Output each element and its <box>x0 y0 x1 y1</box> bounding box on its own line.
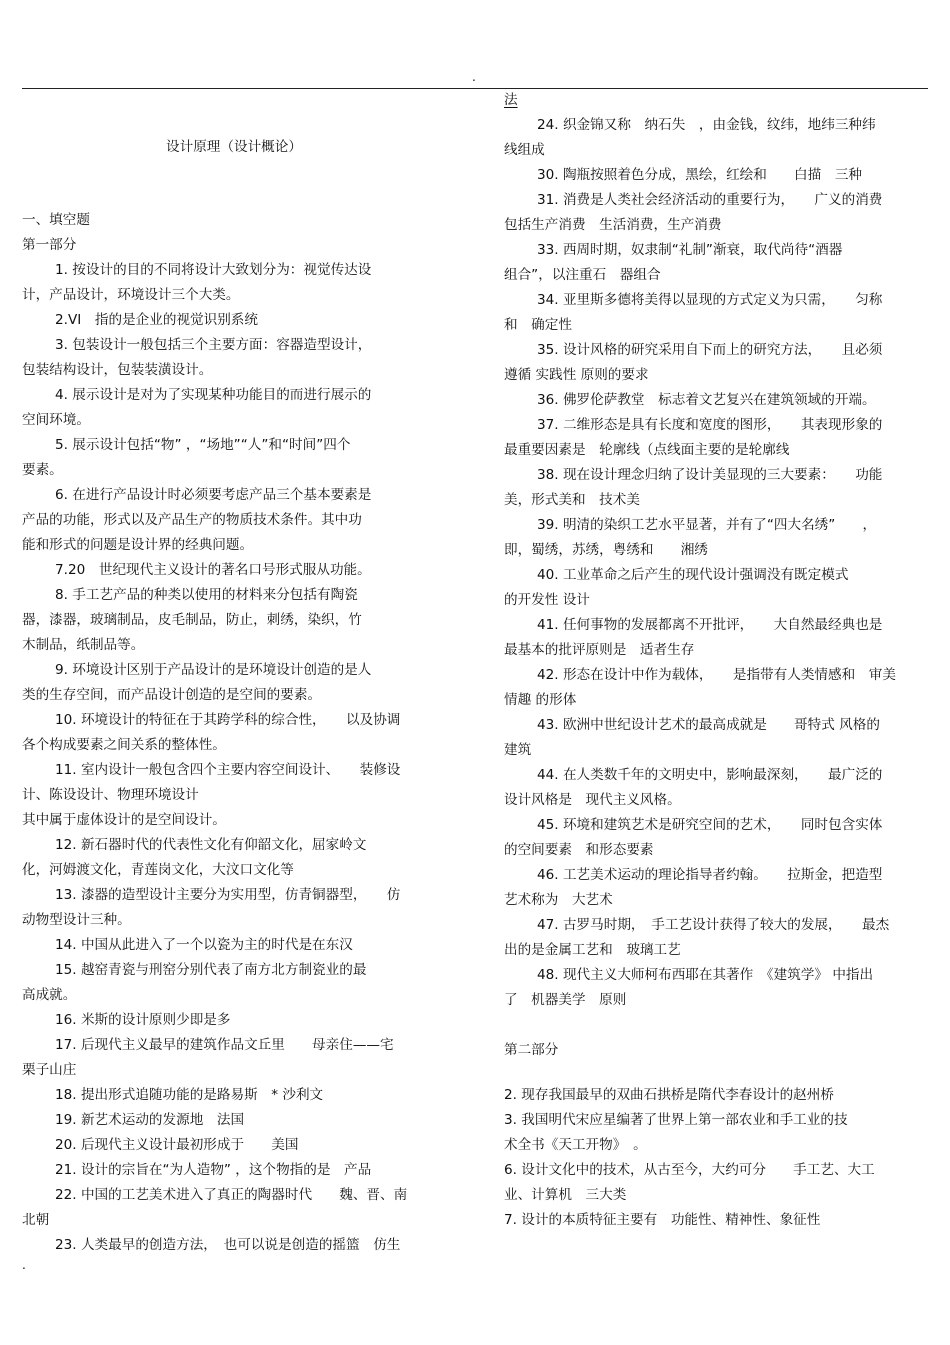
question-line: 18. 提出形式追随功能的是路易斯 * 沙利文 <box>55 1087 324 1103</box>
list-item <box>504 163 924 188</box>
list-item <box>22 708 446 758</box>
header-dot: . <box>472 70 476 84</box>
question-continuation: 高成就。 <box>22 987 77 1003</box>
question-line: 22. 中国的工艺美术进入了真正的陶器时代 魏、晋、南 <box>55 1187 408 1203</box>
list-item <box>504 963 924 1013</box>
question-line: 10. 环境设计的特征在于其跨学科的综合性， 以及协调 <box>55 712 401 728</box>
question-continuation: 遵循 实践性 原则的要求 <box>504 367 649 383</box>
question-continuation: 情趣 的形体 <box>504 692 577 708</box>
list-item <box>22 958 446 1008</box>
question-continuation: 的空间要素 和形态要素 <box>504 842 654 858</box>
part-heading: 第一部分 <box>22 237 77 253</box>
list-item <box>22 833 446 883</box>
question-line: 16. 米斯的设计原则少即是多 <box>55 1012 231 1028</box>
list-item <box>504 463 924 513</box>
question-continuation: 即，蜀绣，苏绣，粤绣和 湘绣 <box>504 542 708 558</box>
question-continuation: 建筑 <box>504 742 532 758</box>
footer-dot: . <box>22 1258 26 1272</box>
list-item <box>22 1133 446 1158</box>
question-line: 41. 任何事物的发展都离不开批评， 大自然最经典也是 <box>537 617 883 633</box>
question-line: 2. 现存我国最早的双曲石拱桥是隋代李春设计的赵州桥 <box>504 1087 834 1103</box>
right-column <box>504 88 924 1233</box>
list-item <box>504 288 924 338</box>
question-continuation: 美，形式美和 技术美 <box>504 492 640 508</box>
list-item <box>22 1108 446 1133</box>
list-item <box>22 658 446 708</box>
question-line: 9. 环境设计区别于产品设计的是环境设计创造的是人 <box>55 662 372 678</box>
list-item <box>504 613 924 663</box>
section-heading: 一、填空题 <box>22 212 90 228</box>
question-line: 43. 欧洲中世纪设计艺术的最高成就是 哥特式 风格的 <box>537 717 880 733</box>
question-line: 3. 包装设计一般包括三个主要方面：容器造型设计， <box>55 337 372 353</box>
list-item <box>504 113 924 163</box>
question-line: 7.20 世纪现代主义设计的著名口号形式服从功能。 <box>55 562 371 578</box>
question-line: 47. 古罗马时期， 手工艺设计获得了较大的发展， 最杰 <box>537 917 890 933</box>
question-line: 30. 陶瓶按照着色分成，黑绘，红绘和 白描 三种 <box>537 167 863 183</box>
list-item <box>504 238 924 288</box>
question-continuation: 和 确定性 <box>504 317 572 333</box>
question-list-right <box>504 113 924 1013</box>
list-item <box>22 883 446 933</box>
question-continuation: 线组成 <box>504 142 545 158</box>
list-item <box>504 1158 924 1208</box>
list-item <box>22 758 446 833</box>
list-item <box>504 913 924 963</box>
question-continuation: 艺术称为 大艺术 <box>504 892 613 908</box>
list-item <box>22 1083 446 1108</box>
list-item <box>22 383 446 433</box>
question-line: 48. 现代主义大师柯布西耶在其著作 《建筑学》 中指出 <box>537 967 874 983</box>
question-continuation: 最重要因素是 轮廓线（点线面主要的是轮廓线 <box>504 442 790 458</box>
question-list-right-part2 <box>504 1083 924 1233</box>
left-column <box>22 88 446 1258</box>
list-item <box>22 483 446 558</box>
question-line: 38. 现在设计理念归纳了设计美显现的三大要素： 功能 <box>537 467 883 483</box>
list-item <box>504 663 924 713</box>
list-item <box>22 1033 446 1083</box>
question-line: 5. 展示设计包括“物” ，“场地”“人”和“时间”四个 <box>55 437 351 453</box>
question-line: 8. 手工艺产品的种类以使用的材料来分包括有陶瓷 <box>55 587 358 603</box>
question-line: 39. 明清的染织工艺水平显著，并有了“四大名绣” ， <box>537 517 877 533</box>
list-item <box>504 513 924 563</box>
list-item <box>22 433 446 483</box>
question-line: 36. 佛罗伦萨教堂 标志着文艺复兴在建筑领域的开端。 <box>537 392 876 408</box>
list-item <box>504 338 924 388</box>
list-item <box>504 763 924 813</box>
list-item <box>22 933 446 958</box>
question-line: 6. 设计文化中的技术，从古至今，大约可分 手工艺、大工 <box>504 1162 875 1178</box>
question-continuation: 包装结构设计，包装装潢设计。 <box>22 362 213 378</box>
question-continuation: 产品的功能，形式以及产品生产的物质技术条件。其中功 <box>22 512 362 528</box>
question-line: 2.VI 指的是企业的视觉识别系统 <box>55 312 258 328</box>
list-item <box>504 863 924 913</box>
question-line: 46. 工艺美术运动的理论指导者约翰。 拉斯金，把造型 <box>537 867 883 883</box>
question-line: 6. 在进行产品设计时必须要考虑产品三个基本要素是 <box>55 487 372 503</box>
question-continuation: 能和形式的问题是设计界的经典问题。 <box>22 537 254 553</box>
part-heading: 第二部分 <box>504 1042 559 1058</box>
question-line: 4. 展示设计是对为了实现某种功能目的而进行展示的 <box>55 387 372 403</box>
page-title: 设计原理（设计概论） <box>166 139 302 155</box>
question-line: 31. 消费是人类社会经济活动的重要行为， 广义的消费 <box>537 192 883 208</box>
list-item <box>504 1108 924 1158</box>
list-item <box>22 1233 446 1258</box>
question-line: 1. 按设计的目的不同将设计大致划分为：视觉传达设 <box>55 262 372 278</box>
question-continuation: 包括生产消费 生活消费，生产消费 <box>504 217 722 233</box>
question-continuation: 计、陈设设计、物理环境设计 <box>22 787 199 803</box>
question-continuation: 的开发性 设计 <box>504 592 590 608</box>
question-line: 19. 新艺术运动的发源地 法国 <box>55 1112 245 1128</box>
question-continuation: 最基本的批评原则是 适者生存 <box>504 642 695 658</box>
question-line: 24. 织金锦又称 纳石失 ，由金钱，纹纬，地纬三种纬 <box>537 117 876 133</box>
list-item <box>22 1158 446 1183</box>
question-continuation: 器，漆器，玻璃制品，皮毛制品，防止，刺绣，染织，竹 <box>22 612 362 628</box>
question-line: 11. 室内设计一般包含四个主要内容空间设计、 装修设 <box>55 762 401 778</box>
list-item <box>504 188 924 238</box>
question-line: 40. 工业革命之后产生的现代设计强调没有既定模式 <box>537 567 849 583</box>
list-item <box>504 413 924 463</box>
question-line: 12. 新石器时代的代表性文化有仰韶文化，屈家岭文 <box>55 837 367 853</box>
question-continuation: 动物型设计三种。 <box>22 912 131 928</box>
list-item <box>22 333 446 383</box>
question-line: 20. 后现代主义设计最初形成于 美国 <box>55 1137 299 1153</box>
question-line: 13. 漆器的造型设计主要分为实用型，仿青铜器型， 仿 <box>55 887 401 903</box>
question-continuation: 栗子山庄 <box>22 1062 77 1078</box>
list-item <box>504 1083 924 1108</box>
question-continuation: 其中属于虚体设计的是空间设计。 <box>22 812 226 828</box>
question-line: 15. 越窑青瓷与刑窑分别代表了南方北方制瓷业的最 <box>55 962 367 978</box>
list-item <box>22 1008 446 1033</box>
question-list-left <box>22 258 446 1258</box>
question-line: 23. 人类最早的创造方法， 也可以说是创造的摇篮 仿生 <box>55 1237 401 1253</box>
list-item <box>504 1208 924 1233</box>
list-item <box>22 558 446 583</box>
list-item <box>22 1183 446 1233</box>
question-line: 45. 环境和建筑艺术是研究空间的艺术， 同时包含实体 <box>537 817 883 833</box>
question-continuation: 各个构成要素之间关系的整体性。 <box>22 737 226 753</box>
list-item <box>504 713 924 763</box>
question-line: 37. 二维形态是具有长度和宽度的图形， 其表现形象的 <box>537 417 883 433</box>
question-continuation: 木制品，纸制品等。 <box>22 637 145 653</box>
question-continuation: 要素。 <box>22 462 63 478</box>
list-item <box>504 813 924 863</box>
list-item <box>22 308 446 333</box>
question-continuation: 类的生存空间，而产品设计创造的是空间的要素。 <box>22 687 322 703</box>
list-item <box>504 563 924 613</box>
list-item <box>22 258 446 308</box>
question-line: 21. 设计的宗旨在“为人造物” ，这个物指的是 产品 <box>55 1162 372 1178</box>
question-continuation: 北朝 <box>22 1212 50 1228</box>
question-line: 35. 设计风格的研究采用自下而上的研究方法， 且必须 <box>537 342 883 358</box>
question-continuation: 术全书《天工开物》 。 <box>504 1137 647 1153</box>
question-line: 17. 后现代主义最早的建筑作品文丘里 母亲住——宅 <box>55 1037 394 1053</box>
question-line: 33. 西周时期，奴隶制“礼制”渐衰，取代尚待“酒器 <box>537 242 843 258</box>
question-line: 34. 亚里斯多德将美得以显现的方式定义为只需， 匀称 <box>537 292 883 308</box>
question-line: 44. 在人类数千年的文明史中，影响最深刻， 最广泛的 <box>537 767 883 783</box>
question-continuation: 业、计算机 三大类 <box>504 1187 627 1203</box>
question-line: 3. 我国明代宋应星编著了世界上第一部农业和手工业的技 <box>504 1112 848 1128</box>
question-continuation: 设计风格是 现代主义风格。 <box>504 792 681 808</box>
question-continuation: 组合”，以注重石 器组合 <box>504 267 661 283</box>
question-continuation: 计，产品设计，环境设计三个大类。 <box>22 287 240 303</box>
question-continuation: 化，河姆渡文化，青莲岗文化，大汶口文化等 <box>22 862 294 878</box>
continuation-line: 法 <box>504 92 518 108</box>
question-continuation: 空间环境。 <box>22 412 90 428</box>
question-line: 42. 形态在设计中作为载体， 是指带有人类情感和 审美 <box>537 667 896 683</box>
question-line: 14. 中国从此进入了一个以瓷为主的时代是在东汉 <box>55 937 353 953</box>
question-continuation: 出的是金属工艺和 玻璃工艺 <box>504 942 681 958</box>
question-continuation: 了 机器美学 原则 <box>504 992 627 1008</box>
question-line: 7. 设计的本质特征主要有 功能性、精神性、象征性 <box>504 1212 821 1228</box>
list-item <box>22 583 446 658</box>
list-item <box>504 388 924 413</box>
